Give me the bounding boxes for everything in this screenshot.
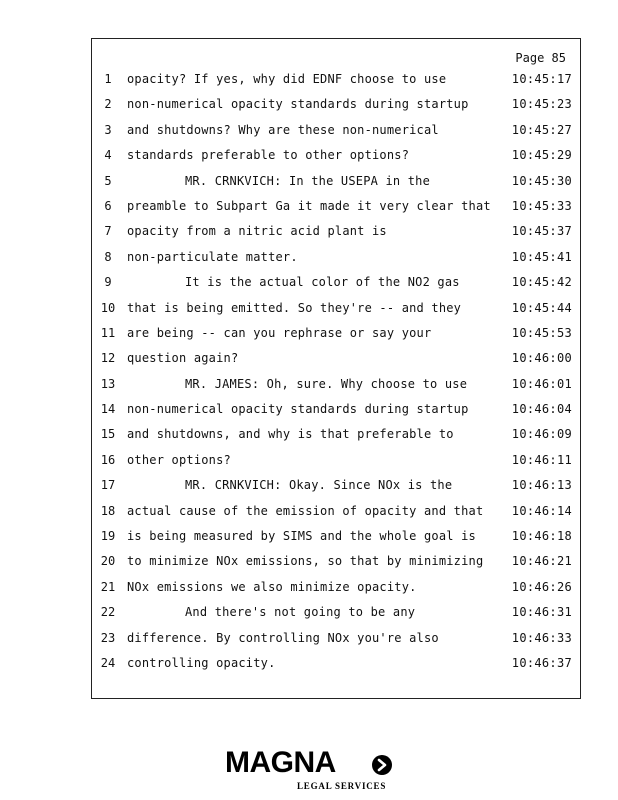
line-number: 1 [104, 72, 112, 86]
transcript-line [92, 628, 580, 653]
transcript-line [92, 653, 580, 678]
line-number: 2 [104, 97, 112, 112]
line-number: 18 [100, 503, 116, 518]
line-timestamp: 10:46:33 [511, 630, 572, 645]
transcript-line [92, 298, 580, 323]
line-text: opacity? If yes, why did EDNF choose to use [127, 72, 447, 86]
line-timestamp: 10:46:11 [511, 452, 572, 467]
line-number: 10 [100, 300, 116, 315]
line-number: 3 [104, 122, 112, 137]
line-text: non-numerical opacity standards during startup [127, 402, 469, 417]
transcript-line [92, 323, 580, 348]
magna-logo [225, 746, 395, 796]
line-timestamp: 10:46:09 [511, 427, 572, 442]
transcript-line [92, 577, 580, 602]
line-timestamp: 10:46:13 [511, 478, 572, 493]
line-number: 6 [104, 198, 112, 213]
line-number: 23 [100, 630, 116, 645]
line-number: 15 [100, 427, 116, 442]
page-number: Page 85 [515, 51, 566, 65]
line-number: 21 [100, 579, 116, 594]
transcript-line [92, 145, 580, 170]
line-text: other options? [127, 452, 231, 467]
line-text: MR. CRNKVICH: In the USEPA in the [185, 173, 431, 188]
line-number: 14 [100, 402, 116, 417]
line-number: 22 [100, 605, 116, 620]
line-timestamp: 10:46:18 [511, 529, 572, 544]
line-timestamp: 10:46:01 [511, 376, 572, 391]
transcript-line [92, 526, 580, 551]
line-text: preamble to Subpart Ga it made it very clear that [127, 198, 491, 213]
chevron-right-circle-icon [371, 754, 393, 776]
line-text: opacity from a nitric acid plant is [127, 224, 387, 239]
transcript-line [92, 171, 580, 196]
line-timestamp: 10:46:00 [511, 351, 572, 366]
transcript-line [92, 501, 580, 526]
transcript-line [92, 551, 580, 576]
line-timestamp: 10:45:42 [511, 275, 572, 290]
line-timestamp: 10:45:29 [511, 148, 572, 163]
transcript-line [92, 475, 580, 500]
transcript-lines [92, 69, 580, 678]
transcript-line [92, 94, 580, 119]
line-number: 9 [104, 275, 112, 290]
line-text: It is the actual color of the NO2 gas [185, 275, 460, 290]
line-text: difference. By controlling NOx you're also [127, 630, 439, 645]
line-timestamp: 10:46:37 [511, 655, 572, 670]
line-timestamp: 10:45:17 [511, 72, 572, 86]
line-number: 11 [100, 325, 116, 340]
line-timestamp: 10:45:30 [511, 173, 572, 188]
line-text: controlling opacity. [127, 655, 276, 670]
line-timestamp: 10:46:26 [511, 579, 572, 594]
line-text: question again? [127, 351, 239, 366]
line-text: and shutdowns, and why is that preferable to [127, 427, 454, 442]
logo-wordmark: MAGNA [225, 746, 336, 779]
transcript-line [92, 120, 580, 145]
line-number: 20 [100, 554, 116, 569]
line-text: are being -- can you rephrase or say your [127, 325, 432, 340]
transcript-line [92, 348, 580, 373]
line-timestamp: 10:46:14 [511, 503, 572, 518]
line-text: and shutdowns? Why are these non-numerical [127, 122, 439, 137]
line-timestamp: 10:46:31 [511, 605, 572, 620]
line-text: is being measured by SIMS and the whole goal is [127, 529, 476, 544]
transcript-line [92, 602, 580, 627]
line-number: 4 [104, 148, 112, 163]
line-number: 12 [100, 351, 116, 366]
line-number: 16 [100, 452, 116, 467]
line-number: 5 [104, 173, 112, 188]
transcript-line [92, 247, 580, 272]
line-timestamp: 10:45:37 [511, 224, 572, 239]
line-text: actual cause of the emission of opacity and that [127, 503, 484, 518]
line-number: 19 [100, 529, 116, 544]
line-text: standards preferable to other options? [127, 148, 410, 163]
transcript-line [92, 424, 580, 449]
line-number: 17 [100, 478, 116, 493]
transcript-line [92, 272, 580, 297]
line-text: non-numerical opacity standards during startup [127, 97, 469, 112]
transcript-line [92, 196, 580, 221]
line-timestamp: 10:45:53 [511, 325, 572, 340]
transcript-line [92, 221, 580, 246]
transcript-line [92, 69, 580, 94]
line-timestamp: 10:45:41 [511, 249, 572, 264]
line-text: to minimize NOx emissions, so that by minimizing [127, 554, 484, 569]
line-number: 7 [104, 224, 112, 239]
transcript-line [92, 450, 580, 475]
line-text: non-particulate matter. [127, 249, 298, 264]
line-timestamp: 10:45:33 [511, 198, 572, 213]
line-number: 13 [100, 376, 116, 391]
line-timestamp: 10:45:23 [511, 97, 572, 112]
line-text: MR. CRNKVICH: Okay. Since NOx is the [185, 478, 453, 493]
line-timestamp: 10:45:44 [511, 300, 572, 315]
transcript-page [91, 38, 581, 699]
line-text: that is being emitted. So they're -- and they [127, 300, 462, 315]
line-timestamp: 10:45:27 [511, 122, 572, 137]
line-text: MR. JAMES: Oh, sure. Why choose to use [185, 376, 468, 391]
line-number: 24 [100, 655, 116, 670]
line-text: NOx emissions we also minimize opacity. [127, 579, 417, 594]
logo-subtitle: LEGAL SERVICES [297, 781, 387, 791]
line-text: And there's not going to be any [185, 605, 416, 620]
line-timestamp: 10:46:04 [511, 402, 572, 417]
transcript-line [92, 374, 580, 399]
line-number: 8 [104, 249, 112, 264]
transcript-line [92, 399, 580, 424]
line-timestamp: 10:46:21 [511, 554, 572, 569]
